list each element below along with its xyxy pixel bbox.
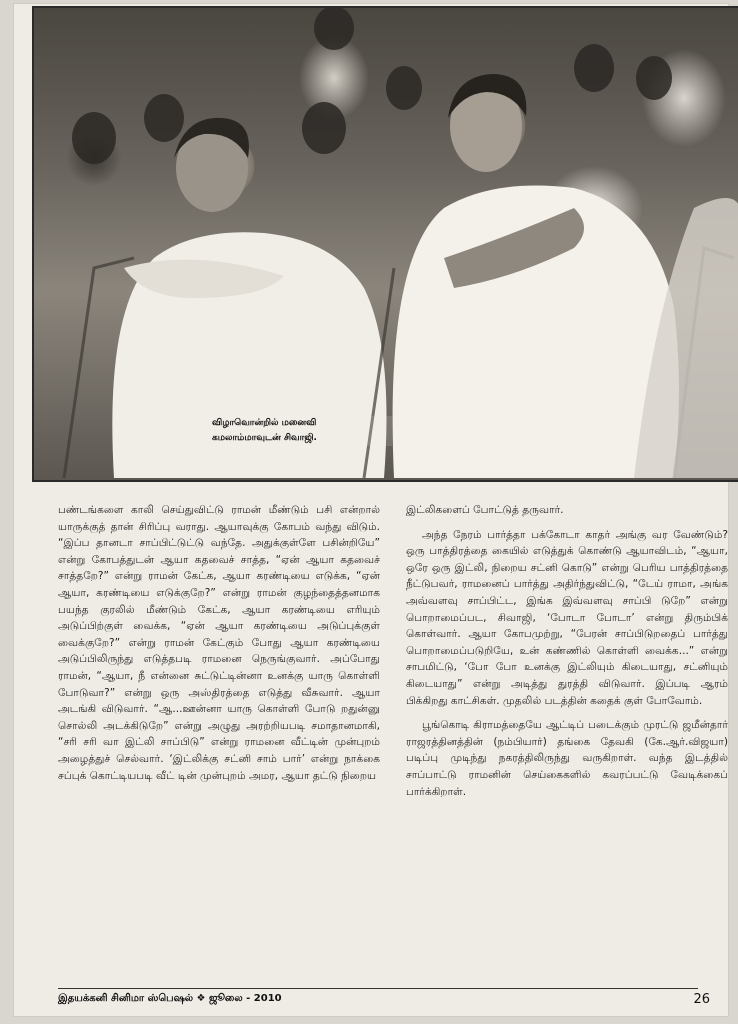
article-photo — [32, 6, 738, 482]
right-paragraph-3: பூங்கொடி கிராமத்தையே ஆட்டிப் படைக்கும் முரட்டு ஜமீன்தார் ராஜரத்தினத்தின் (நம்பியார்) தங்கை தேவகி (கே.ஆர்.விஜயா) படிப்பு முடிந்து நகரத்திலிருந்து வருகிறாள். வந்த இடத்தில் சாப்பாட்டு ராமனின் செய்கைகளில் கவரப்பட்டு வேடிக்கைப் பார்க்கிறாள். — [406, 719, 728, 798]
magazine-page — [14, 4, 728, 1016]
page-footer — [58, 988, 710, 1009]
right-paragraph-1: இட்லிகளைப் போட்டுத் தருவார். — [406, 504, 564, 516]
caption-line-2: கமலாம்மாவுடன் சிவாஜி. — [212, 433, 317, 443]
page-number: 26 — [693, 992, 710, 1007]
caption-line-1: விழாவொன்றில் மனைவி — [212, 418, 317, 428]
photo-caption — [212, 416, 392, 446]
left-paragraph-1: பண்டங்களை காலி செய்துவிட்டு ராமன் மீண்டும் பசி என்றால் யாருக்குத் தான் சிரிப்பு வராது. ஆயாவுக்கு கோபம் வந்து விடும். “இப்ப தானடா சாப்பிட்டுட்டு வந்தே. அதுக்குள்ளே பசின்றியே” என்று கோபத்துடன் ஆயா கதவைச் சாத்த, “ஏன் ஆயா கதவைச் சாத்தறே?” என்று ராமன் கேட்க, ஆயா கரண்டியை எடுக்க, “ஏன் ஆயா, கரண்டியை எடுக்குறே?” என்று ராமன் குழந்தைத்தனமாக பயந்த குரலில் மீண்டும் கேட்க, ஆயா கரண்டியை எரியும் அடுப்பிற்குள் வைக்க, “ஏன் ஆயா கரண்டியை அடுப்புக்குள் வைக்குறே?” என்று ராமன் கேட்கும் போது ஆயா கரண்டியை அடுப்பிலிருந்து எடுத்தபடி ராமனை நெருங்குவார். அப்போது ராமன், “ஆயா, நீ என்னை சுட்டுட்டின்னா உனக்கு யாரு கொள்ளி போடுவா?” என்று ஒரு அஸ்திரத்தை எடுத்து வீசுவார். ஆயா அடங்கி விடுவார். “ஆ...ஊன்னா யாரு கொள்ளி போடு றதுன்னு சொல்லி அடக்கிடுறே” என்று அழுது அரற்றியபடி சமாதானமாகி, “சரி சரி வா இட்லி சாப்பிடு” என்று ராமனை வீட்டின் முன்புறம் அழைத்துச் செல்வார். ‘இட்லிக்கு சட்னி சாம் பார்’ என்று நாக்கை சப்புக் கொட்டியபடி வீட் டின் முன்புறம் அமர, ஆயா தட்டு நிறைய — [58, 504, 380, 782]
right-paragraph-2: அந்த நேரம் பார்த்தா பக்கோடா காதர் அங்கு வர வேண்டும்? ஒரு பாத்திரத்தை கையில் எடுத்துக் கொண்டு ஆயாவிடம், “ஆயா, ஒரே ஒரு இட்லி, நிறைய சட்னி கொடு” என்று பெரிய பாத்திரத்தை நீட்டுபவர், ராமனைப் பார்த்து அதிர்ந்துவிட்டு, “டேய் ராமா, அங்க அவ்வளவு சாப்பிட்ட, இங்க இவ்வளவு சாப்பி டுறே” என்று பொறாமைப்பட, சிவாஜி, ‘போடா போடா’ என்று திரும்பிக் கொள்வார். ஆயா கோபமுற்று, “பேரன் சாப்பிடுறதைப் பார்த்து பொறாமைப்படுறியே, உன் கண்ணில் கொள்ளி வைக்க...” என்று சாபமிட்டு, ‘போ போ உனக்கு இட்லியும் கிடையாது, சட்னியும் கிடையாது” என்று அடித்து துரத்தி விடுவார். இப்படி ஆரம் பிக்கிறது காட்சிகள். முதலில் படத்தின் கதைக் குள் போவோம். — [406, 528, 728, 707]
article-column-right — [406, 502, 728, 808]
publication-title: இதயக்கனி சினிமா ஸ்பெஷல் ❖ ஜூலை - 2010 — [58, 993, 282, 1004]
photo-illustration — [34, 8, 738, 480]
article-column-left — [58, 502, 380, 792]
